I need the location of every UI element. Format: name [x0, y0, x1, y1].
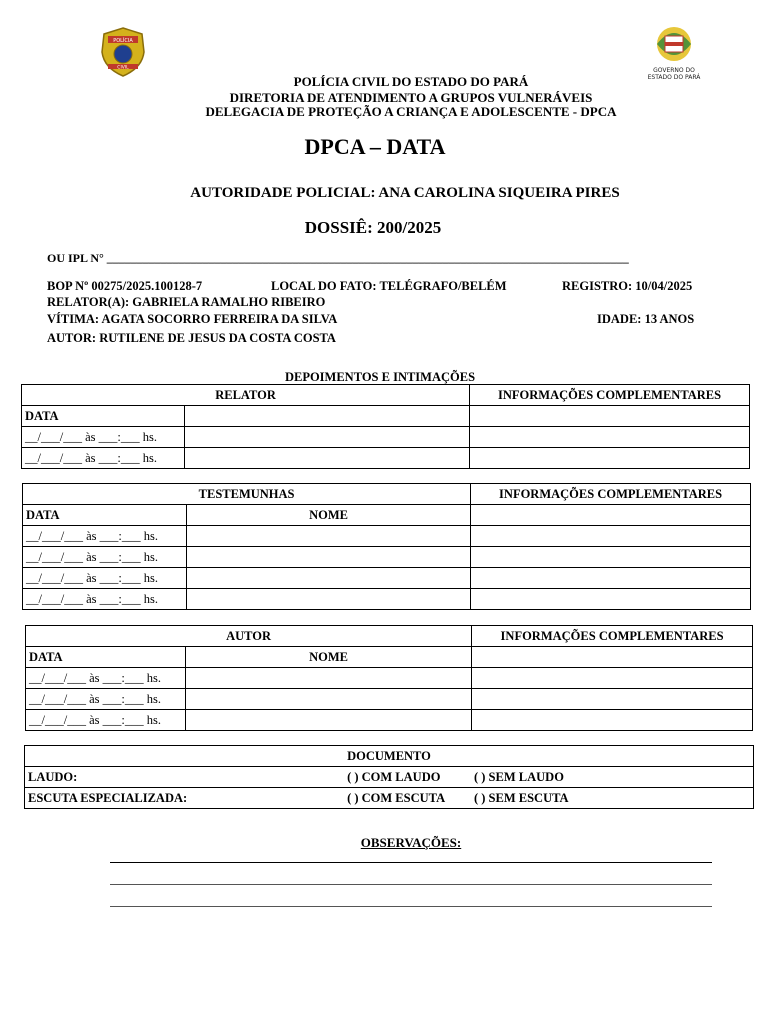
date-cell[interactable]: __/___/___ às ___:___ hs. [22, 448, 185, 469]
relator-cell[interactable] [184, 427, 469, 448]
sem-escuta-option[interactable]: ( ) SEM ESCUTA [471, 788, 754, 809]
nome-cell[interactable] [186, 526, 470, 547]
info-cell[interactable] [472, 689, 753, 710]
observacoes-line-1[interactable] [110, 862, 712, 863]
svg-text:CIVIL: CIVIL [117, 65, 129, 71]
ipl-field: OU IPL N° _______________________________________________________________________________________ [47, 251, 629, 265]
info-complementares-header: INFORMAÇÕES COMPLEMENTARES [472, 626, 753, 647]
data-header: DATA [26, 647, 186, 668]
relator-name: RELATOR(A): GABRIELA RAMALHO RIBEIRO [47, 295, 326, 309]
relator-header: RELATOR [22, 385, 470, 406]
vitima-idade: IDADE: 13 ANOS [597, 312, 695, 326]
vitima-name: VÍTIMA: AGATA SOCORRO FERREIRA DA SILVA [47, 312, 338, 326]
svg-text:GOVERNO DO: GOVERNO DO [653, 67, 695, 74]
header-line-1: POLÍCIA CIVIL DO ESTADO DO PARÁ [293, 74, 529, 89]
local-do-fato: LOCAL DO FATO: TELÉGRAFO/BELÉM [271, 279, 507, 293]
table-row [26, 710, 753, 731]
header-line-2: DIRETORIA DE ATENDIMENTO A GRUPOS VULNERÁVEIS [229, 90, 593, 105]
section-title: DEPOIMENTOS E INTIMAÇÕES [284, 370, 476, 384]
data-header: DATA [23, 505, 187, 526]
date-cell[interactable]: __/___/___ às ___:___ hs. [23, 526, 187, 547]
com-laudo-option[interactable]: ( ) COM LAUDO [344, 767, 471, 788]
info-cell[interactable] [471, 589, 751, 610]
nome-header: NOME [185, 647, 471, 668]
svg-text:ESTADO DO PARÁ: ESTADO DO PARÁ [647, 74, 701, 81]
autor-table [25, 625, 753, 731]
testemunhas-table [22, 483, 751, 610]
nome-cell[interactable] [186, 568, 470, 589]
date-cell[interactable]: __/___/___ às ___:___ hs. [23, 547, 187, 568]
info-complementares-header: INFORMAÇÕES COMPLEMENTARES [471, 484, 751, 505]
bop-number: BOP Nº 00275/2025.100128-7 [47, 279, 203, 293]
date-cell[interactable]: __/___/___ às ___:___ hs. [22, 427, 185, 448]
nome-cell[interactable] [185, 668, 471, 689]
date-cell[interactable]: __/___/___ às ___:___ hs. [26, 689, 186, 710]
autor-name: AUTOR: RUTILENE DE JESUS DA COSTA COSTA [47, 331, 336, 345]
observacoes-title: OBSERVAÇÕES: [360, 835, 462, 850]
info-cell[interactable] [471, 505, 751, 526]
info-cell[interactable] [470, 427, 750, 448]
info-cell[interactable] [472, 668, 753, 689]
sem-laudo-option[interactable]: ( ) SEM LAUDO [471, 767, 754, 788]
info-cell[interactable] [470, 406, 750, 427]
nome-header: NOME [186, 505, 470, 526]
svg-text:POLÍCIA: POLÍCIA [113, 38, 133, 44]
header-line-3: DELEGACIA DE PROTEÇÃO A CRIANÇA E ADOLESCENTE - DPCA [205, 104, 617, 119]
relator-cell[interactable] [184, 448, 469, 469]
documento-table [24, 745, 754, 809]
info-cell[interactable] [472, 710, 753, 731]
nome-cell[interactable] [186, 547, 470, 568]
date-cell[interactable]: __/___/___ às ___:___ hs. [26, 668, 186, 689]
info-complementares-header: INFORMAÇÕES COMPLEMENTARES [470, 385, 750, 406]
registro-date: REGISTRO: 10/04/2025 [562, 279, 693, 293]
info-cell[interactable] [472, 647, 753, 668]
info-cell[interactable] [470, 448, 750, 469]
table-row [23, 526, 751, 547]
nome-cell[interactable] [185, 689, 471, 710]
nome-cell[interactable] [185, 710, 471, 731]
info-cell[interactable] [471, 568, 751, 589]
date-cell[interactable]: __/___/___ às ___:___ hs. [23, 589, 187, 610]
dossier-number: DOSSIÊ: 200/2025 [304, 218, 442, 237]
info-cell[interactable] [471, 547, 751, 568]
autor-header: AUTOR [26, 626, 472, 647]
governo-do-para-logo [644, 22, 704, 82]
com-escuta-option[interactable]: ( ) COM ESCUTA [344, 788, 471, 809]
table-row [23, 547, 751, 568]
relator-table [21, 384, 750, 469]
documento-header: DOCUMENTO [25, 746, 754, 767]
observacoes-line-2[interactable] [110, 884, 712, 885]
date-cell[interactable]: __/___/___ às ___:___ hs. [23, 568, 187, 589]
policia-civil-badge-logo [98, 26, 148, 78]
date-cell[interactable]: __/___/___ às ___:___ hs. [26, 710, 186, 731]
table-row [23, 568, 751, 589]
testemunhas-header: TESTEMUNHAS [23, 484, 471, 505]
page-title: DPCA – DATA [304, 134, 446, 159]
data-header: DATA [22, 406, 185, 427]
table-row [22, 448, 750, 469]
info-cell[interactable] [471, 526, 751, 547]
table-row [23, 589, 751, 610]
table-row [22, 427, 750, 448]
relator-cell[interactable] [184, 406, 469, 427]
escuta-label: ESCUTA ESPECIALIZADA: [25, 788, 345, 809]
table-row [26, 668, 753, 689]
observacoes-line-3[interactable] [110, 906, 712, 907]
laudo-label: LAUDO: [25, 767, 345, 788]
nome-cell[interactable] [186, 589, 470, 610]
authority-line: AUTORIDADE POLICIAL: ANA CAROLINA SIQUEIRA PIRES [190, 185, 620, 201]
table-row [26, 689, 753, 710]
